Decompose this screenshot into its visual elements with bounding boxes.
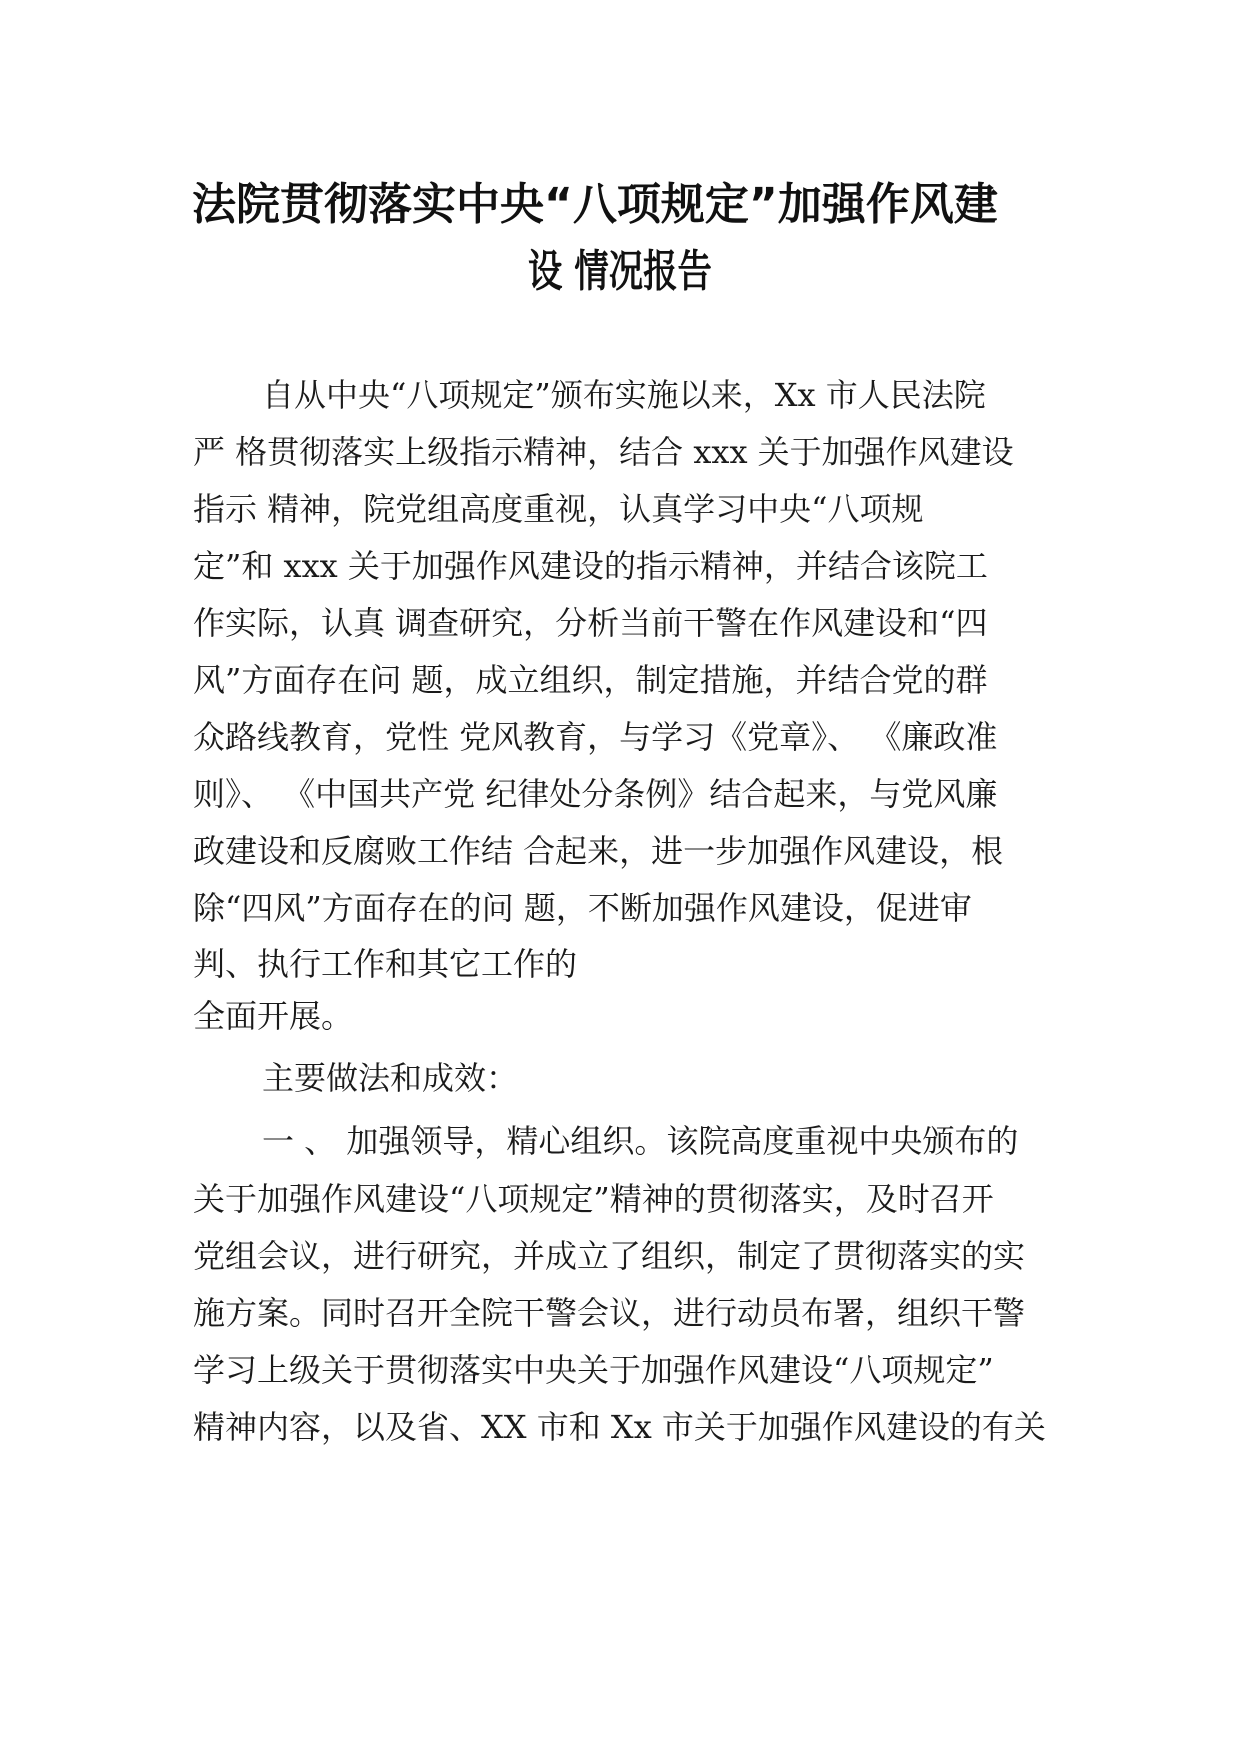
body-line-9: 政建设和反腐败工作结 合起来，进一步加强作风建设，根 (193, 832, 1004, 870)
body-line-1: 自从中央“八项规定”颁布实施以来，Xx 市人民法院 (262, 376, 986, 414)
body-line-10: 除“四风”方面存在的问 题，不断加强作风建设，促进审 (193, 889, 972, 927)
body-line-15: 关于加强作风建设“八项规定”精神的贯彻落实，及时召开 (193, 1180, 994, 1218)
body-line-16: 党组会议，进行研究，并成立了组织，制定了贯彻落实的实 (193, 1237, 1026, 1275)
body-line-2: 严 格贯彻落实上级指示精神，结合 xxx 关于加强作风建设 (193, 433, 1014, 471)
section-heading: 主要做法和成效： (262, 1059, 519, 1097)
body-line-17: 施方案。同时召开全院干警会议，进行动员布署，组织干警 (193, 1294, 1026, 1332)
body-line-11: 判、执行工作和其它工作的 (193, 945, 578, 983)
document-title-line-2: 设 情况报告 (528, 246, 712, 297)
body-line-4: 定”和 xxx 关于加强作风建设的指示精神，并结合该院工 (193, 547, 988, 585)
body-line-3: 指示 精神，院党组高度重视，认真学习中央“八项规 (193, 490, 924, 528)
body-line-8: 则》、 《中国共产党 纪律处分条例》结合起来，与党风廉 (193, 775, 998, 813)
body-line-5: 作实际，认真 调查研究，分析当前干警在作风建设和“四 (193, 604, 988, 642)
body-line-18: 学习上级关于贯彻落实中央关于加强作风建设“八项规定” (193, 1351, 994, 1389)
body-line-14: 一 、 加强领导，精心组织。该院高度重视中央颁布的 (262, 1122, 1019, 1160)
document-title-line-1: 法院贯彻落实中央“八项规定”加强作风建 (192, 179, 998, 230)
body-line-12: 全面开展。 (193, 997, 354, 1035)
body-line-7: 众路线教育，党性 党风教育，与学习《党章》、 《廉政准 (193, 718, 998, 756)
body-line-6: 风”方面存在问 题，成立组织，制定措施，并结合党的群 (193, 661, 988, 699)
body-line-19: 精神内容，以及省、XX 市和 Xx 市关于加强作风建设的有关 (193, 1408, 1046, 1446)
